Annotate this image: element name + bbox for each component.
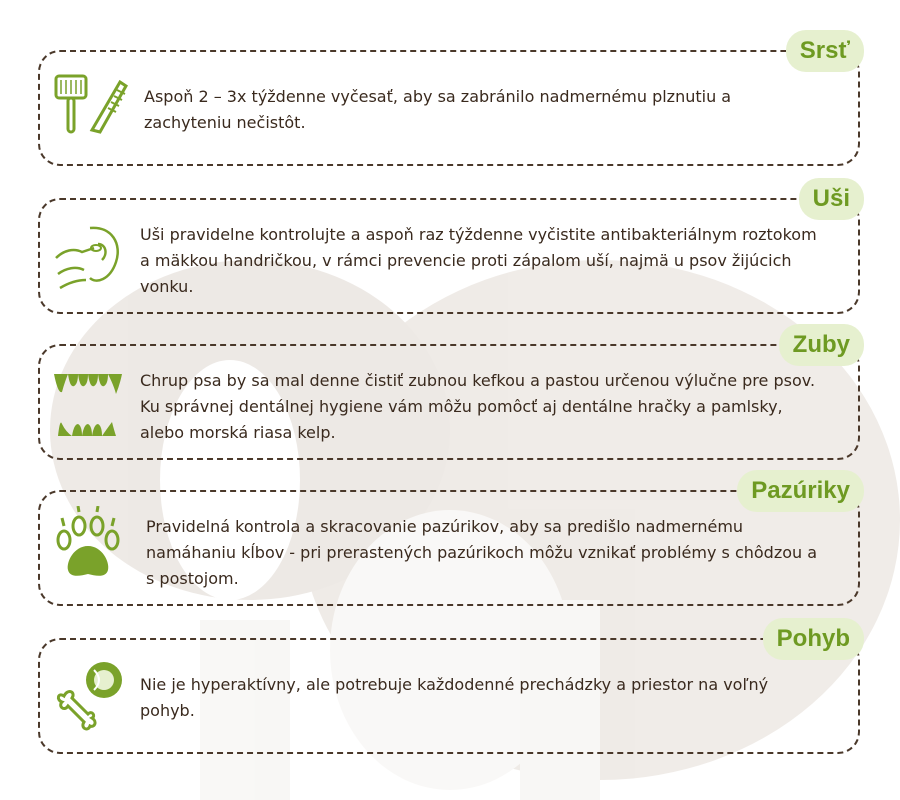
card-zuby: [38, 331, 860, 460]
card-text: Uši pravidelne kontrolujte a aspoň raz týždenne vyčistite antibakteriálnym roztokom a mäkkou handričkou, v rámci prevencie proti zápalom uší, najmä u psov žijúcich vonku.: [140, 225, 817, 296]
card-text: Chrup psa by sa mal denne čistiť zubnou kefkou a pastou určenou výlučne pre psov. Ku správnej dentálnej hygiene vám môžu pomôcť aj dentálne hračky a pamlsky, alebo morská riasa kelp.: [140, 371, 816, 442]
card-title: Uši: [799, 178, 864, 220]
card-usi: [38, 185, 860, 314]
bone-and-ball-icon: [50, 656, 130, 736]
paw-claws-icon: [50, 506, 130, 586]
ear-cleaning-icon: [50, 218, 130, 298]
card-text: Pravidelná kontrola a skracovanie pazúrikov, aby sa predišlo nadmernému namáhaniu kĺbov - pri prerastených pazúrikoch môžu vznikať problémy s chôdzou a s postojom.: [146, 517, 818, 588]
card-title: Zuby: [779, 324, 864, 366]
card-text: Nie je hyperaktívny, ale potrebuje každodenné prechádzky a priestor na voľný pohyb.: [140, 675, 769, 720]
card-srst: [38, 37, 860, 166]
card-title: Pazúriky: [737, 470, 864, 512]
grooming-brush-comb-icon: [50, 68, 130, 148]
card-pazuriky: [38, 477, 860, 606]
card-text: Aspoň 2 – 3x týždenne vyčesať, aby sa zabránilo nadmernému plznutiu a zachyteniu nečistôt.: [144, 87, 732, 132]
card-pohyb: [38, 625, 860, 754]
dog-teeth-icon: [50, 364, 130, 444]
card-title: Pohyb: [763, 618, 864, 660]
card-title: Srsť: [786, 30, 864, 72]
